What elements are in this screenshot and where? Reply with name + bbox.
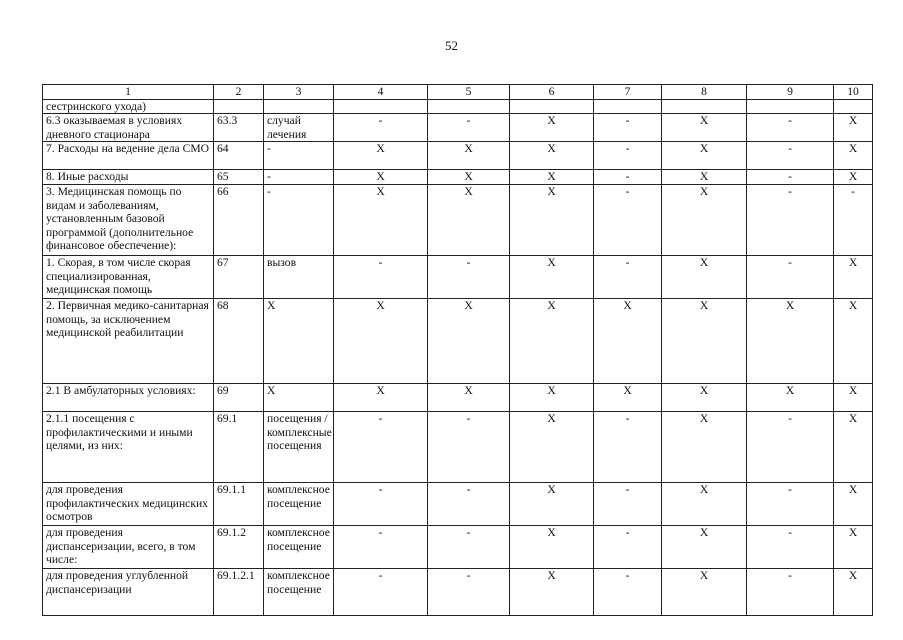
table-cell-col-5 [428,99,510,114]
table-cell-col-1: 8. Иные расходы [43,170,214,185]
table-cell-col-9 [747,99,834,114]
table-row [43,482,873,525]
table-cell-col-3: посещения / комплексные посещения [264,411,334,482]
table-cell-col-7: - [594,482,662,525]
table-cell-col-1: 6.3 оказываемая в условиях дневного стационара [43,114,214,142]
column-number-4: 4 [334,85,428,100]
table-cell-col-8: X [662,525,747,568]
table-cell-col-7: X [594,383,662,411]
table-cell-col-10: X [834,255,873,298]
table-cell-col-10: X [834,525,873,568]
table-cell-col-2: 66 [214,184,264,255]
table-cell-col-9: - [747,142,834,170]
table-cell-col-7: - [594,114,662,142]
column-number-3: 3 [264,85,334,100]
column-number-10: 10 [834,85,873,100]
table-cell-col-8: X [662,184,747,255]
table-cell-col-2: 63.3 [214,114,264,142]
table-cell-col-2: 69 [214,383,264,411]
table-row [43,255,873,298]
table-cell-col-10: X [834,142,873,170]
table-cell-col-7: - [594,170,662,185]
table-cell-col-3: комплексное посещение [264,568,334,615]
table-cell-col-10: - [834,184,873,255]
table-cell-col-7: - [594,411,662,482]
table-cell-col-7: - [594,568,662,615]
table-cell-col-3: комплексное посещение [264,525,334,568]
table-cell-col-10: X [834,383,873,411]
table-cell-col-9: - [747,568,834,615]
table-row [43,525,873,568]
table-cell-col-9: - [747,170,834,185]
table-cell-col-8 [662,99,747,114]
table-cell-col-4: - [334,411,428,482]
table-cell-col-1: 2.1 В амбулаторных условиях: [43,383,214,411]
table-cell-col-6: X [510,568,594,615]
table-cell-col-8: X [662,170,747,185]
table-cell-col-1: сестринского ухода) [43,99,214,114]
table-row [43,114,873,142]
table-cell-col-2 [214,99,264,114]
table-cell-col-2: 67 [214,255,264,298]
table-cell-col-5: - [428,482,510,525]
table-cell-col-6: X [510,170,594,185]
table-cell-col-2: 69.1.2.1 [214,568,264,615]
page-number: 52 [445,38,458,53]
table-row [43,142,873,170]
column-number-2: 2 [214,85,264,100]
table-cell-col-9: - [747,525,834,568]
table-header-row [43,85,873,100]
table-cell-col-6: X [510,411,594,482]
table-cell-col-8: X [662,411,747,482]
table-cell-col-5: X [428,170,510,185]
table-cell-col-6 [510,99,594,114]
table-cell-col-8: X [662,482,747,525]
table-row [43,298,873,383]
table-cell-col-9: - [747,411,834,482]
table-cell-col-8: X [662,298,747,383]
table-cell-col-2: 69.1.2 [214,525,264,568]
table-cell-col-2: 64 [214,142,264,170]
table-cell-col-10: X [834,114,873,142]
table-cell-col-4: - [334,525,428,568]
table-cell-col-3: X [264,298,334,383]
table-cell-col-4: - [334,255,428,298]
table-cell-col-7: - [594,255,662,298]
table-cell-col-9: - [747,482,834,525]
table-row [43,568,873,615]
table-cell-col-3: - [264,142,334,170]
table-cell-col-5: - [428,568,510,615]
table-cell-col-5: - [428,525,510,568]
table-cell-col-1: 2. Первичная медико-санитарная помощь, за исключением медицинской реабилитации [43,298,214,383]
column-number-7: 7 [594,85,662,100]
table-cell-col-8: X [662,255,747,298]
table-cell-col-6: X [510,255,594,298]
table-cell-col-10: X [834,170,873,185]
table-cell-col-1: для проведения диспансеризации, всего, в том числе: [43,525,214,568]
table-cell-col-1: для проведения профилактических медицинских осмотров [43,482,214,525]
column-number-8: 8 [662,85,747,100]
table-cell-col-9: - [747,184,834,255]
table-cell-col-5: - [428,255,510,298]
table-cell-col-2: 69.1.1 [214,482,264,525]
table-cell-col-5: - [428,411,510,482]
column-number-9: 9 [747,85,834,100]
table-cell-col-4: X [334,298,428,383]
table-cell-col-7: X [594,298,662,383]
table-cell-col-8: X [662,114,747,142]
table-row [43,99,873,114]
table-cell-col-3 [264,99,334,114]
table-cell-col-10 [834,99,873,114]
table-cell-col-4 [334,99,428,114]
table-cell-col-1: для проведения углубленной диспансеризации [43,568,214,615]
table-cell-col-10: X [834,411,873,482]
table-cell-col-3: вызов [264,255,334,298]
table-cell-col-7: - [594,525,662,568]
table-cell-col-2: 68 [214,298,264,383]
table-cell-col-10: X [834,482,873,525]
table-cell-col-6: X [510,184,594,255]
table-cell-col-7 [594,99,662,114]
table-cell-col-5: - [428,114,510,142]
table-row [43,383,873,411]
table-cell-col-5: X [428,142,510,170]
column-number-1: 1 [43,85,214,100]
table-cell-col-2: 65 [214,170,264,185]
table-cell-col-4: - [334,568,428,615]
table-cell-col-7: - [594,142,662,170]
table-cell-col-3: случай лечения [264,114,334,142]
table-cell-col-1: 3. Медицинская помощь по видам и заболеваниям, установленным базовой программой (дополнительное финансовое обеспечение): [43,184,214,255]
table-cell-col-9: X [747,298,834,383]
column-number-6: 6 [510,85,594,100]
table-cell-col-4: - [334,482,428,525]
table-cell-col-4: X [334,170,428,185]
table-cell-col-7: - [594,184,662,255]
table-cell-col-6: X [510,525,594,568]
table-cell-col-6: X [510,142,594,170]
financing-table [42,84,873,616]
table-cell-col-5: X [428,383,510,411]
table-cell-col-3: комплексное посещение [264,482,334,525]
table-cell-col-8: X [662,142,747,170]
table-cell-col-2: 69.1 [214,411,264,482]
column-number-5: 5 [428,85,510,100]
table-cell-col-4: X [334,383,428,411]
table-cell-col-9: - [747,114,834,142]
table-cell-col-6: X [510,298,594,383]
table-row [43,184,873,255]
table-cell-col-1: 1. Скорая, в том числе скорая специализированная, медицинская помощь [43,255,214,298]
table-cell-col-6: X [510,482,594,525]
table-cell-col-10: X [834,568,873,615]
table-cell-col-5: X [428,298,510,383]
table-cell-col-3: - [264,170,334,185]
table-cell-col-1: 7. Расходы на ведение дела СМО [43,142,214,170]
table-cell-col-5: X [428,184,510,255]
table-cell-col-4: X [334,184,428,255]
table-cell-col-4: - [334,114,428,142]
table-cell-col-6: X [510,114,594,142]
table-cell-col-3: X [264,383,334,411]
table-cell-col-1: 2.1.1 посещения с профилактическими и иными целями, из них: [43,411,214,482]
table-cell-col-4: X [334,142,428,170]
table-cell-col-9: - [747,255,834,298]
table-cell-col-10: X [834,298,873,383]
table-row [43,170,873,185]
table-row [43,411,873,482]
table-cell-col-3: - [264,184,334,255]
table-cell-col-6: X [510,383,594,411]
table-cell-col-9: X [747,383,834,411]
table-cell-col-8: X [662,568,747,615]
table-cell-col-8: X [662,383,747,411]
